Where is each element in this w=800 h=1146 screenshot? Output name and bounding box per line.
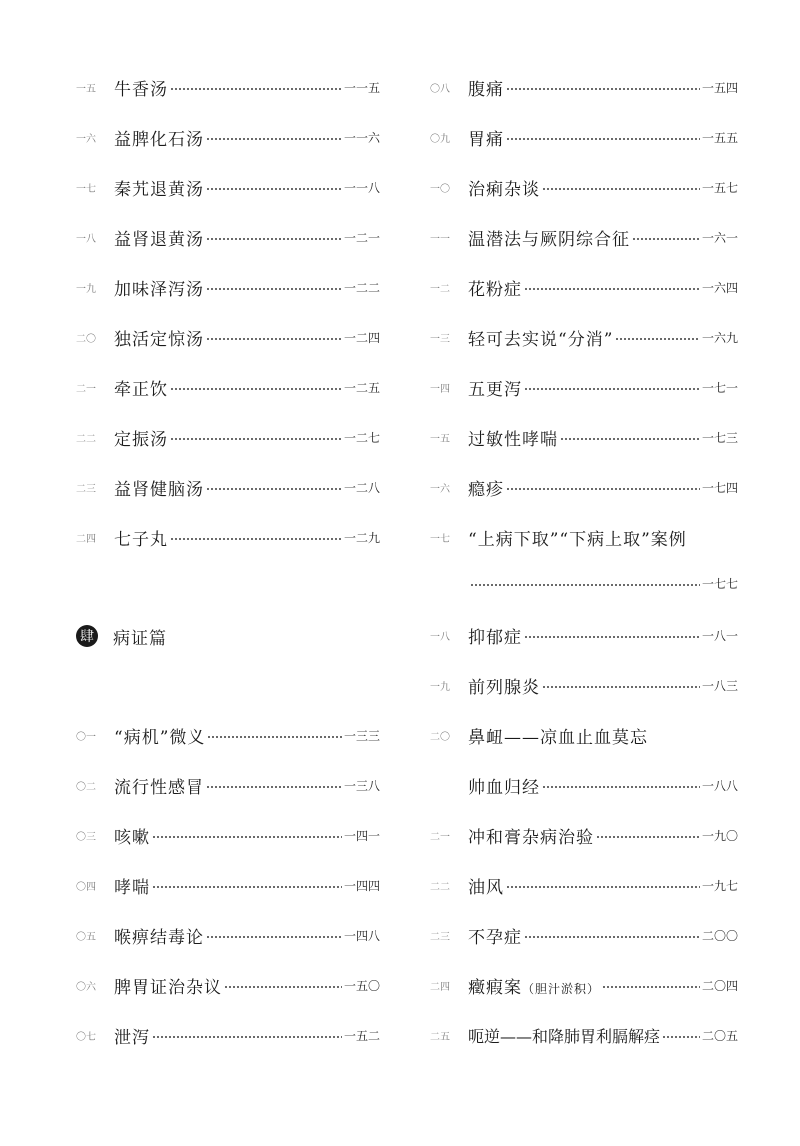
dot-leader [560, 438, 700, 440]
toc-entry[interactable] [430, 122, 738, 152]
toc-entry[interactable] [76, 372, 380, 402]
entry-page: 一一六 [343, 130, 380, 145]
toc-entry[interactable] [76, 522, 380, 552]
entry-number: 一五 [76, 83, 96, 95]
entry-title-continued: 帅血归经 [468, 777, 540, 798]
dot-leader [542, 786, 700, 788]
entry-page: 一八三 [701, 678, 738, 693]
entry-number: 〇九 [430, 133, 450, 145]
toc-entry[interactable] [430, 720, 738, 750]
entry-page: 一五四 [701, 80, 738, 95]
entry-title: 抑郁症 [468, 627, 522, 648]
entry-title: 喉痹结毒论 [114, 927, 204, 948]
entry-page: 一六一 [701, 230, 738, 245]
dot-leader [207, 736, 342, 738]
dot-leader [632, 238, 700, 240]
entry-number: 〇六 [76, 981, 96, 993]
entry-title: 呃逆——和降肺胃利膈解痉 [468, 1026, 661, 1046]
toc-entry[interactable] [430, 222, 738, 252]
entry-page: 一四一 [343, 828, 380, 843]
dot-leader [206, 936, 342, 938]
dot-leader [152, 1036, 342, 1038]
entry-page: 一二二 [343, 280, 380, 295]
toc-entry[interactable] [430, 870, 738, 900]
entry-number: 二一 [430, 831, 450, 843]
entry-title: 五更泻 [468, 379, 522, 400]
entry-page: 一二九 [343, 530, 380, 545]
entry-number: 一二 [430, 283, 450, 295]
entry-title: 花粉症 [468, 279, 522, 300]
dot-leader [602, 986, 700, 988]
entry-title: 益肾健脑汤 [114, 479, 204, 500]
entry-number: 〇五 [76, 931, 96, 943]
entry-title: 咳嗽 [114, 827, 150, 848]
toc-entry[interactable] [430, 422, 738, 452]
dot-leader [470, 584, 700, 586]
entry-number: 一六 [430, 483, 450, 495]
entry-title: 鼻衄——凉血止血莫忘 [468, 727, 648, 748]
entry-number: 〇二 [76, 781, 96, 793]
toc-entry[interactable] [430, 322, 738, 352]
dot-leader [170, 538, 342, 540]
entry-page: 一二八 [343, 480, 380, 495]
entry-page: 一七一 [701, 380, 738, 395]
toc-entry[interactable] [76, 272, 380, 302]
entry-page: 一六九 [701, 330, 738, 345]
entry-page: 一二一 [343, 230, 380, 245]
dot-leader [206, 188, 342, 190]
entry-page: 一九七 [701, 878, 738, 893]
entry-title: 益肾退黄汤 [114, 229, 204, 250]
dot-leader [506, 88, 700, 90]
entry-page: 一九〇 [701, 828, 738, 843]
entry-number: 一九 [76, 283, 96, 295]
entry-title: 牵正饮 [114, 379, 168, 400]
dot-leader [170, 438, 342, 440]
toc-entry[interactable] [430, 522, 738, 552]
dot-leader [524, 388, 700, 390]
entry-title: 流行性感冒 [114, 777, 204, 798]
entry-title: 牛香汤 [114, 79, 168, 100]
entry-page: 一五〇 [343, 978, 380, 993]
toc-entry[interactable] [76, 720, 380, 750]
toc-entry[interactable] [76, 820, 380, 850]
toc-entry[interactable] [430, 472, 738, 502]
entry-title: 油风 [468, 877, 504, 898]
entry-page: 一四八 [343, 928, 380, 943]
entry-number: 一三 [430, 333, 450, 345]
section-number-badge: 肆 [76, 625, 98, 647]
entry-title: 不孕症 [468, 927, 522, 948]
entry-page: 一四四 [343, 878, 380, 893]
dot-leader [206, 288, 342, 290]
toc-entry[interactable] [76, 920, 380, 950]
toc-entry[interactable] [430, 172, 738, 202]
entry-page: 二〇四 [701, 978, 738, 993]
entry-number: 一八 [430, 631, 450, 643]
toc-entry[interactable] [76, 122, 380, 152]
entry-number: 二三 [76, 483, 96, 495]
dot-leader [206, 786, 342, 788]
entry-page: 一六四 [701, 280, 738, 295]
toc-entry[interactable] [430, 272, 738, 302]
entry-number: 二五 [430, 1031, 450, 1043]
entry-title: 腹痛 [468, 79, 504, 100]
entry-page: 一二四 [343, 330, 380, 345]
entry-title-main: 癥瘕案 [468, 977, 522, 998]
dot-leader [506, 488, 700, 490]
entry-page: 一一八 [343, 180, 380, 195]
dot-leader [152, 886, 342, 888]
dot-leader [206, 488, 342, 490]
dot-leader [524, 936, 700, 938]
entry-page: 一一五 [343, 80, 380, 95]
entry-title: 泄泻 [114, 1027, 150, 1048]
toc-entry[interactable] [76, 222, 380, 252]
entry-number: 一九 [430, 681, 450, 693]
entry-number: 一一 [430, 233, 450, 245]
entry-title: 益脾化石汤 [114, 129, 204, 150]
entry-number: 二〇 [76, 333, 96, 345]
entry-page: 一五二 [343, 1028, 380, 1043]
toc-entry[interactable] [430, 72, 738, 102]
toc-entry[interactable] [76, 970, 380, 1000]
entry-page: 一五七 [701, 180, 738, 195]
entry-number: 二四 [76, 533, 96, 545]
toc-entry[interactable] [430, 920, 738, 950]
entry-title: 瘾疹 [468, 479, 504, 500]
entry-title: “病机”微义 [114, 727, 206, 748]
dot-leader [206, 138, 342, 140]
entry-number: 一八 [76, 233, 96, 245]
entry-page: 一八一 [701, 628, 738, 643]
dot-leader [152, 836, 342, 838]
entry-number: 〇三 [76, 831, 96, 843]
dot-leader [524, 636, 700, 638]
entry-number: 一五 [430, 433, 450, 445]
toc-entry[interactable] [76, 770, 380, 800]
entry-title: 温潜法与厥阴综合征 [468, 229, 630, 250]
entry-title: 哮喘 [114, 877, 150, 898]
entry-title: 加味泽泻汤 [114, 279, 204, 300]
entry-number: 二四 [430, 981, 450, 993]
dot-leader [506, 138, 700, 140]
dot-leader [615, 338, 700, 340]
entry-title: 前列腺炎 [468, 677, 540, 698]
entry-page: 一三三 [343, 728, 380, 743]
entry-number: 〇八 [430, 83, 450, 95]
section-heading[interactable] [76, 620, 167, 652]
toc-entry[interactable] [76, 322, 380, 352]
entry-number: 〇四 [76, 881, 96, 893]
dot-leader [506, 886, 700, 888]
entry-number: 一四 [430, 383, 450, 395]
toc-entry-continuation[interactable] [430, 770, 738, 800]
entry-title: 轻可去实说“分消” [468, 329, 614, 350]
entry-number: 一〇 [430, 183, 450, 195]
entry-title: 七子丸 [114, 529, 168, 550]
entry-number: 二二 [430, 881, 450, 893]
entry-title [468, 973, 600, 998]
toc-entry[interactable] [76, 422, 380, 452]
entry-number: 一六 [76, 133, 96, 145]
entry-page: 二〇五 [701, 1028, 738, 1043]
entry-page: 一三八 [343, 778, 380, 793]
entry-page: 一七四 [701, 480, 738, 495]
entry-title: 脾胃证治杂议 [114, 977, 222, 998]
entry-page: 二〇〇 [701, 928, 738, 943]
toc-entry[interactable] [430, 620, 738, 650]
entry-title: 秦艽退黄汤 [114, 179, 204, 200]
toc-entry[interactable] [430, 1020, 738, 1050]
dot-leader [206, 238, 342, 240]
toc-entry-continuation[interactable] [430, 568, 738, 598]
entry-number: 二三 [430, 931, 450, 943]
entry-page: 一八八 [701, 778, 738, 793]
toc-entry[interactable] [76, 1020, 380, 1050]
toc-entry[interactable] [76, 72, 380, 102]
entry-number: 二二 [76, 433, 96, 445]
entry-title: 冲和膏杂病治验 [468, 827, 594, 848]
entry-page: 一七三 [701, 430, 738, 445]
dot-leader [662, 1036, 700, 1038]
toc-entry[interactable] [76, 472, 380, 502]
entry-title: 定振汤 [114, 429, 168, 450]
section-title: 病证篇 [113, 628, 167, 649]
toc-entry[interactable] [430, 820, 738, 850]
entry-number: 二〇 [430, 731, 450, 743]
toc-entry[interactable] [430, 372, 738, 402]
dot-leader [596, 836, 700, 838]
entry-title: “上病下取”“下病上取”案例 [468, 529, 687, 550]
entry-page: 一七七 [701, 576, 738, 591]
entry-number: 〇七 [76, 1031, 96, 1043]
toc-entry[interactable] [76, 172, 380, 202]
dot-leader [170, 88, 342, 90]
entry-page: 一五五 [701, 130, 738, 145]
entry-number: 一七 [76, 183, 96, 195]
entry-title: 独活定惊汤 [114, 329, 204, 350]
entry-number: 二一 [76, 383, 96, 395]
dot-leader [224, 986, 342, 988]
toc-entry[interactable] [430, 970, 738, 1000]
toc-entry[interactable] [76, 870, 380, 900]
entry-page: 一二五 [343, 380, 380, 395]
entry-page: 一二七 [343, 430, 380, 445]
dot-leader [170, 388, 342, 390]
toc-entry[interactable] [430, 670, 738, 700]
dot-leader [206, 338, 342, 340]
dot-leader [542, 686, 700, 688]
dot-leader [524, 288, 700, 290]
entry-title: 胃痛 [468, 129, 504, 150]
entry-title-note: （胆汁淤积） [522, 981, 601, 996]
entry-number: 〇一 [76, 731, 96, 743]
entry-title: 治痢杂谈 [468, 179, 540, 200]
dot-leader [542, 188, 700, 190]
entry-title: 过敏性哮喘 [468, 429, 558, 450]
entry-number: 一七 [430, 533, 450, 545]
